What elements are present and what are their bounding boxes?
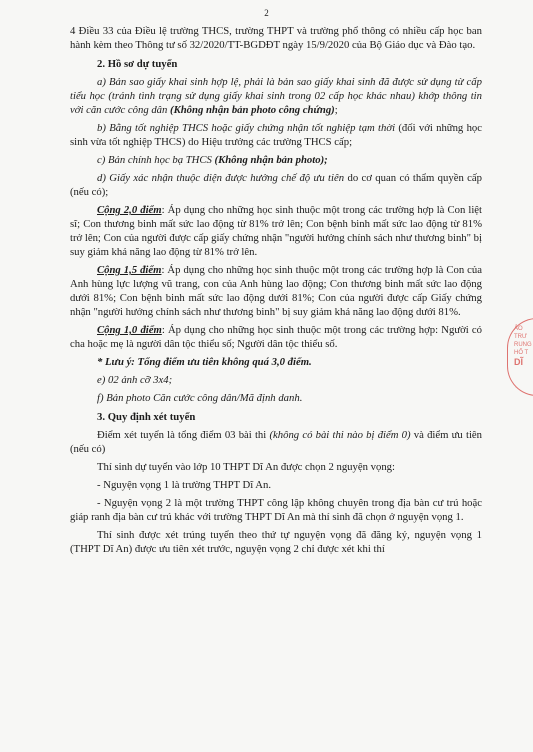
- stamp-line-1: ẢO: [514, 326, 523, 332]
- school-seal-stamp: [507, 318, 533, 396]
- bonus-1-text: : Áp dụng cho những học sinh thuộc một trong các trường hợp: Người có cha hoặc mẹ là người dân tộc thiểu số; Người dân tộc thiểu số.: [70, 324, 482, 350]
- admission-order: Thí sinh được xét trúng tuyển theo thứ tự nguyện vọng đã đăng ký, nguyện vọng 1 (THPT Dĩ An) được ưu tiên xét trước, nguyện vọng 2 chỉ được xét khi thí: [70, 529, 482, 555]
- document-body: [70, 24, 482, 560]
- stamp-line-3: RUNG: [514, 342, 532, 348]
- bonus-1-5-label: Cộng 1,5 điểm: [97, 264, 162, 276]
- score-text-italic: (không có bài thi nào bị điểm 0): [269, 429, 411, 441]
- stamp-line-5: DĨ: [514, 357, 523, 367]
- wish-2: - Nguyện vọng 2 là một trường THPT công lập không chuyên trong địa bàn cư trú hoặc giáp ranh địa bàn cư trú khác với trường THPT Dĩ An mà thí sinh đã chọn ở nguyện vọng 1.: [70, 497, 482, 523]
- priority-note: * Lưu ý: Tổng điểm ưu tiên không quá 3,0 điểm.: [97, 356, 312, 368]
- item-c: [70, 153, 482, 167]
- item-f: f) Bản photo Căn cước công dân/Mã định danh.: [97, 392, 303, 404]
- stamp-line-4: HỐ T: [514, 350, 529, 356]
- item-b-rest: (đối với những học sinh vừa tốt nghiệp THCS) do Hiệu trưởng các trường THCS cấp;: [70, 122, 483, 148]
- item-d: [70, 171, 482, 199]
- bonus-1-5-text: : Áp dụng cho những học sinh thuộc một trong các trường hợp là Con của Anh hùng lực lượng vũ trang, con của Anh hùng lao động; Con thương binh mất sức lao động dưới 81%; Con bệnh binh mất sức lao động dưới 81%; Con của người được cấp Giấy chứng nhận "người hưởng chính sách như thương binh" bị suy giảm khả năng lao động dưới 81%.: [70, 264, 482, 318]
- item-b: [70, 121, 482, 149]
- stamp-line-2: TRƯ: [514, 334, 528, 340]
- item-a-end: ;: [334, 104, 338, 116]
- bonus-1-label: Cộng 1,0 điểm: [97, 324, 162, 336]
- section-heading-3: 3. Quy định xét tuyển: [97, 411, 196, 423]
- intro-paragraph: 4 Điều 33 của Điều lệ trường THCS, trường THPT và trường phổ thông có nhiều cấp học ban hành kèm theo Thông tư số 32/2020/TT-BGDĐT ngày 15/9/2020 của Bộ Giáo dục và Đào tạo.: [70, 25, 482, 51]
- score-paragraph: [70, 428, 482, 456]
- item-b-italic: b) Bằng tốt nghiệp THCS hoặc giấy chứng nhận tốt nghiệp tạm thời: [97, 122, 396, 134]
- wish-1: - Nguyện vọng 1 là trường THPT Dĩ An.: [97, 479, 272, 491]
- item-c-italic: c) Bản chính học bạ THCS: [97, 154, 215, 166]
- wishes-intro: Thí sinh dự tuyển vào lớp 10 THPT Dĩ An được chọn 2 nguyện vọng:: [97, 461, 395, 473]
- item-c-bold: (Không nhận bản photo);: [214, 154, 328, 166]
- bonus-1-5-paragraph: [70, 263, 482, 319]
- score-text-b: và điểm ưu tiên (nếu có): [70, 429, 482, 455]
- bonus-2-text: : Áp dụng cho những học sinh thuộc một trong các trường hợp là Con liệt sĩ; Con thương binh mất sức lao động từ 81% trở lên; Con bệnh binh mất sức lao động từ 81% trở lên; Con của người được cấp giấy chứng nhận "người hưởng chính sách như thương binh" bị suy giảm khả năng lao động từ 81% trở lên.: [70, 204, 483, 258]
- item-a: [70, 75, 482, 117]
- score-text-a: Điểm xét tuyển là tổng điểm 03 bài thi: [97, 429, 270, 441]
- item-a-text: a) Bản sao giấy khai sinh hợp lệ, phải là bản sao giấy khai sinh đã được sử dụng từ cấp tiểu học (tránh tình trạng sử dụng giấy khai sinh trong 02 cấp học khác nhau) khớp thông tin với căn cước công dân: [70, 76, 482, 116]
- bonus-2-label: Cộng 2,0 điểm: [97, 204, 162, 216]
- bonus-2-paragraph: [70, 203, 482, 259]
- item-d-italic: d) Giấy xác nhận thuộc diện được hưởng chế độ ưu tiên: [97, 172, 345, 184]
- page-number: 2: [264, 8, 269, 18]
- item-a-bold: (Không nhận bản photo công chứng): [170, 104, 335, 116]
- item-e: e) 02 ảnh cỡ 3x4;: [97, 374, 173, 386]
- item-d-rest: do cơ quan có thẩm quyền cấp (nếu có);: [70, 172, 483, 198]
- section-heading-2: 2. Hồ sơ dự tuyển: [97, 58, 178, 70]
- bonus-1-paragraph: [70, 323, 482, 351]
